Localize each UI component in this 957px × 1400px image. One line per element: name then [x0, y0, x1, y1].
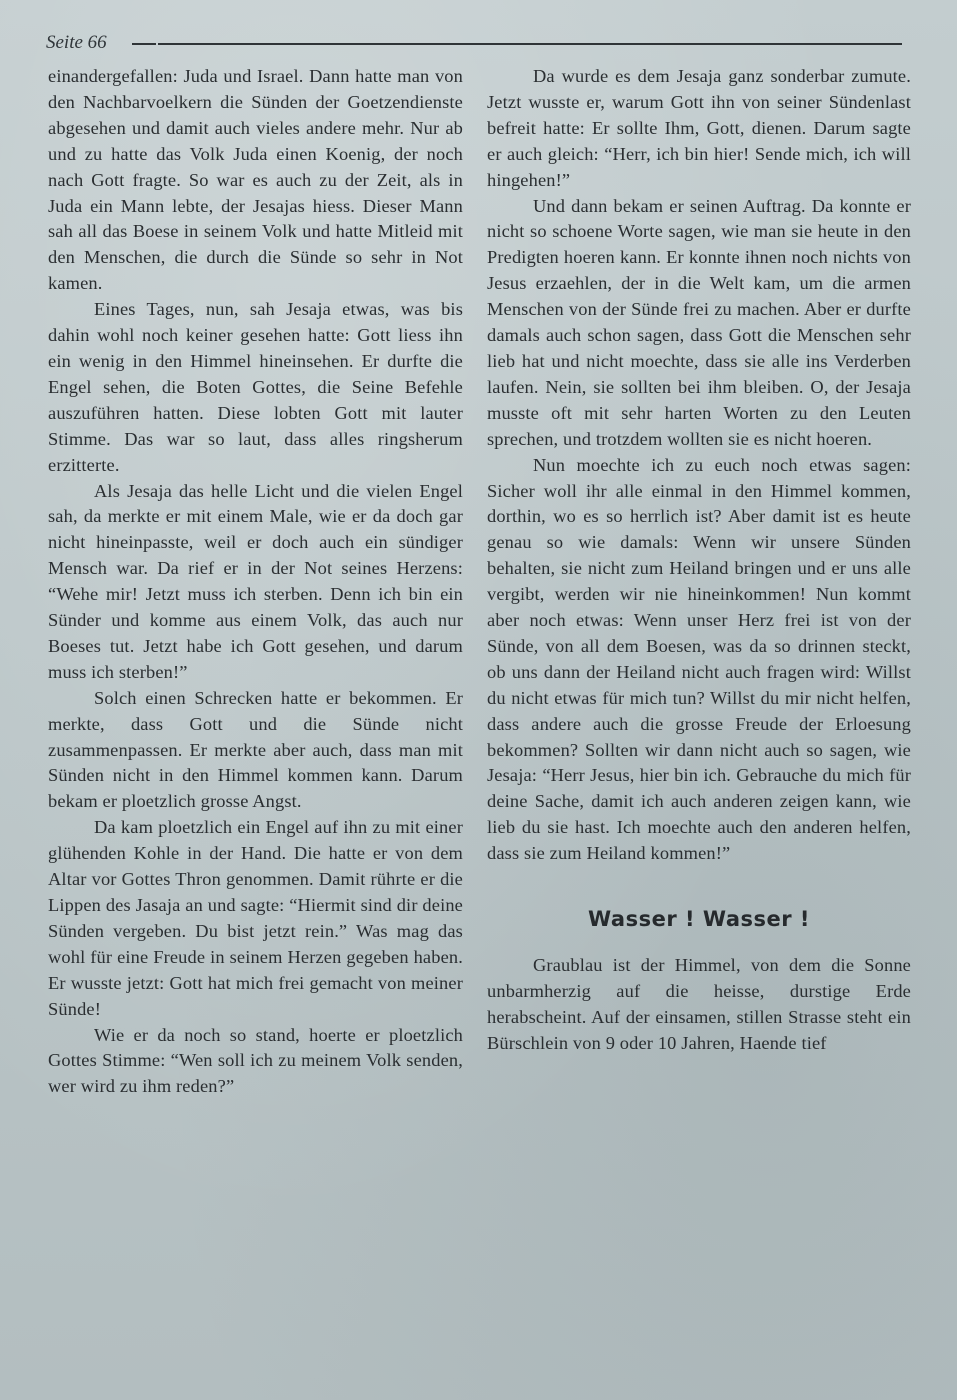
- paragraph: Wie er da noch so stand, hoerte er ploetzlich Gottes Stimme: “Wen soll ich zu meinem Volk senden, wer wird zu ihm reden?”: [48, 1024, 463, 1097]
- paragraph: Und dann bekam er seinen Auftrag. Da konnte er nicht so schoene Worte sagen, wie man sie heute in den Predigten hoeren kann. Er konnte ihnen noch nichts von Jesus erzaehlen, der in die Welt kam, um die armen Menschen von der Sünde frei zu machen. Aber er durfte damals auch schon sagen, dass Gott die Menschen sehr lieb hat und nicht moechte, dass sie alle ins Verderben laufen. Nein, sie sollten bei ihm bleiben. O, der Jesaja musste oft mit sehr harten Worten zu den Leuten sprechen, und trotzdem wollten sie es nicht hoeren.: [487, 195, 911, 449]
- paragraph: Nun moechte ich zu euch noch etwas sagen: Sicher woll ihr alle einmal in den Himmel kommen, dorthin, wo es so herrlich ist? Aber damit ist es heute genau so wie damals: Wenn wir unsere Sünden behalten, sie nicht zum Heiland bringen und er uns alle vergibt, werden wir nie hineinkommen! Nun kommt aber noch etwas: Wenn unser Herz frei ist von der Sünde, von all dem Boesen, was da so drinnen steckt, ob uns dann der Heiland nicht auch fragen wird: Willst du nicht etwas für mich tun? Willst du mir nicht helfen, dass andere auch die grosse Freude der Erloesung bekommen? Sollten wir dann nicht auch so sagen, wie Jesaja: “Herr Jesus, hier bin ich. Gebrauche du mich für deine Sache, damit ich auch anderen zeigen kann, wie lieb du sie hast. Ich moechte auch den anderen helfen, dass sie zum Heiland kommen!”: [487, 454, 911, 864]
- left-column: [48, 64, 463, 1100]
- header-ornament: [132, 43, 156, 45]
- paragraph: Da kam ploetzlich ein Engel auf ihn zu mit einer glühenden Kohle in der Hand. Die hatte er von dem Altar vor Gottes Thron genommen. Damit rührte er die Lippen des Jasaja an und sagte: “Hiermit sind dir deine Sünden vergeben. Du bist jetzt rein.” Was mag das wohl für eine Freude in seinem Herzen gegeben haben. Er wusste jetzt: Gott hat mich frei gemacht von meiner Sünde!: [48, 817, 463, 1019]
- page-header: [46, 28, 902, 54]
- paragraph: Da wurde es dem Jesaja ganz sonderbar zumute. Jetzt wusste er, warum Gott ihn von seiner Sündenlast befreit hatte: Er sollte Ihm, Gott, dienen. Darum sagte er auch gleich: “Herr, ich bin hier! Sende mich, ich will hingehen!”: [487, 66, 911, 190]
- paragraph: Als Jesaja das helle Licht und die vielen Engel sah, da merkte er mit einem Male, wie er da doch gar nicht hineinpasste, weil er doch auch ein sündiger Mensch war. Da rief er in der Not seines Herzens: “Wehe mir! Jetzt muss ich sterben. Denn ich bin ein Sünder und komme aus einem Volk, das auch nur Boeses tut. Jetzt habe ich Gott gesehen, und darum muss ich sterben!”: [48, 480, 463, 682]
- paragraph: Solch einen Schrecken hatte er bekommen. Er merkte, dass Gott und die Sünde nicht zusammenpassen. Er merkte aber auch, dass man mit Sünden nicht in den Himmel kommen kann. Darum bekam er ploetzlich grosse Angst.: [48, 687, 463, 812]
- section-heading: Wasser ! Wasser !: [588, 907, 810, 932]
- right-column: [487, 64, 911, 1057]
- paragraph: Graublau ist der Himmel, von dem die Sonne unbarmherzig auf die heisse, durstige Erde herabscheint. Auf der einsamen, stillen Strasse steht ein Bürschlein von 9 oder 10 Jahren, Haende tief: [487, 955, 911, 1053]
- page-number: Seite 66: [46, 32, 107, 53]
- header-rule: [158, 43, 902, 45]
- paragraph: einandergefallen: Juda und Israel. Dann hatte man von den Nachbarvoelkern die Sünden der Goetzendienste abgesehen und damit auch vieles andere mehr. Nur ab und zu hatte das Volk Juda einen Koenig, der noch nach Gott fragte. So war es auch zu der Zeit, als in Juda ein Mann lebte, der Jesajas hiess. Dieser Mann sah all das Boese in seinem Volk und hatte Mitleid mit den Menschen, die durch die Sünde so sehr in Not kamen.: [48, 66, 463, 294]
- paragraph: Eines Tages, nun, sah Jesaja etwas, was bis dahin wohl noch keiner gesehen hatte: Gott liess ihn ein wenig in den Himmel hineinsehen. Er durfte die Engel sehen, die Boten Gottes, die Seine Befehle auszuführen hatten. Diese lobten Gott mit lauter Stimme. Das war so laut, dass alles ringsherum erzitterte.: [48, 299, 463, 475]
